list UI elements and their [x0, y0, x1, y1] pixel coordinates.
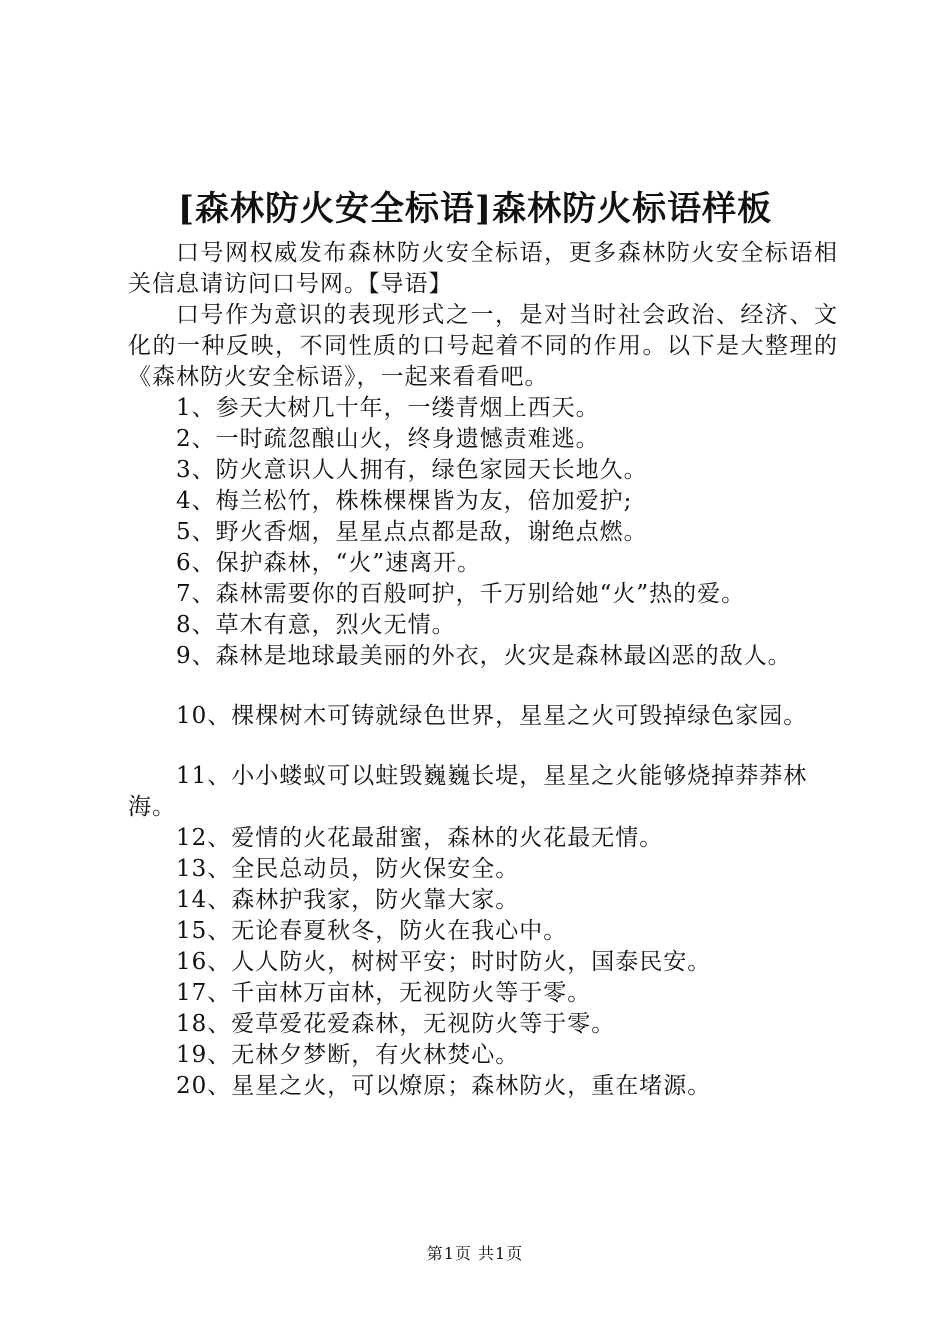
slogan-item: 13、全民总动员，防火保安全。: [176, 856, 520, 882]
context-paragraph: 口号作为意识的表现形式之一，是对当时社会政治、经济、文化的一种反映，不同性质的口号起着不同的作用。以下是大整理的《森林防火安全标语》，一起来看看吧。: [128, 302, 838, 390]
slogan-item: 5、野火香烟，星星点点都是敌，谢绝点燃。: [176, 519, 648, 545]
slogan-item: 16、人人防火，树树平安；时时防火，国泰民安。: [176, 949, 712, 975]
slogan-item: 6、保护森林，“火”速离开。: [176, 550, 482, 576]
slogan-item: 3、防火意识人人拥有，绿色家园天长地久。: [176, 457, 648, 483]
slogan-item: 8、草木有意，烈火无情。: [176, 612, 456, 638]
slogan-item: 15、无论春夏秋冬，防火在我心中。: [176, 918, 568, 944]
slogan-item: 20、星星之火，可以燎原；森林防火，重在堵源。: [176, 1073, 712, 1099]
intro-paragraph: 口号网权威发布森林防火安全标语，更多森林防火安全标语相关信息请访问口号网。【导语】: [128, 240, 838, 297]
slogan-item: 17、千亩林万亩林，无视防火等于零。: [176, 980, 592, 1006]
slogan-item: 14、森林护我家，防火靠大家。: [176, 887, 520, 913]
page-footer: 第1页 共1页: [426, 1244, 524, 1263]
slogan-item: 7、森林需要你的百般呵护，千万别给她“火”热的爱。: [176, 581, 746, 607]
document-body: [128, 238, 838, 1102]
slogan-item: 18、爱草爱花爱森林，无视防火等于零。: [176, 1011, 616, 1037]
slogan-item: 11、小小蝼蚁可以蛀毁巍巍长堤，星星之火能够烧掉莽莽林海。: [128, 763, 808, 820]
slogan-item: 12、爱情的火花最甜蜜，森林的火花最无情。: [176, 825, 664, 851]
document-title: [森林防火安全标语]森林防火标语样板: [177, 189, 773, 229]
slogan-item: 2、一时疏忽酿山火，终身遗憾责难逃。: [176, 426, 600, 452]
slogan-item: 19、无林夕梦断，有火林焚心。: [176, 1042, 520, 1068]
slogan-item: 9、森林是地球最美丽的外衣，火灾是森林最凶恶的敌人。: [176, 643, 792, 669]
slogan-item: 4、梅兰松竹，株株棵棵皆为友，倍加爱护;: [176, 488, 633, 514]
slogan-item: 1、参天大树几十年，一缕青烟上西天。: [176, 395, 600, 421]
slogan-item: 10、棵棵树木可铸就绿色世界，星星之火可毁掉绿色家园。: [176, 703, 808, 729]
